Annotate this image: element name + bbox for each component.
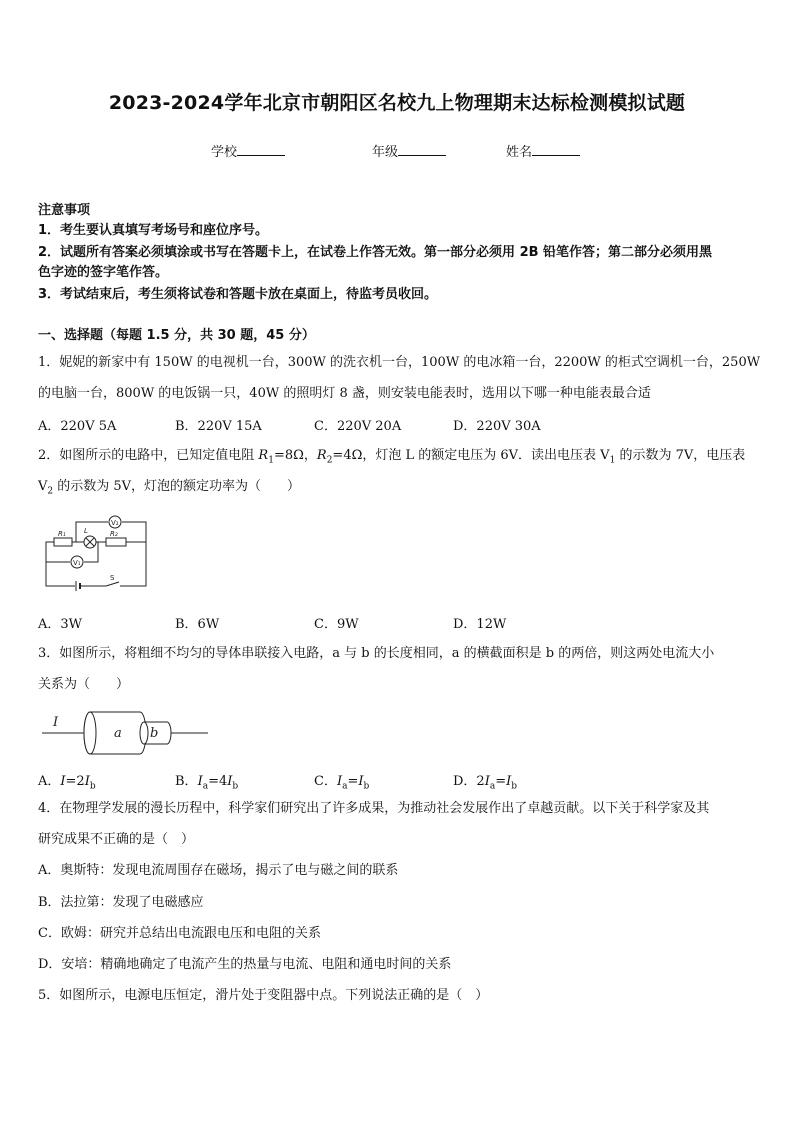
q1-option-d[interactable]: D．220V 30A: [453, 419, 541, 434]
q3-b-sub2: b: [232, 781, 239, 792]
q3-d-sub1: a: [489, 781, 496, 792]
notice-item-2-cont: 色字迹的签字笔作答。: [38, 265, 169, 280]
q2-outer-wire: [46, 542, 146, 586]
q4-option-a[interactable]: A．奥斯特：发现电流周围存在磁场，揭示了电与磁之间的联系: [38, 863, 399, 878]
q3-option-b[interactable]: [175, 770, 238, 792]
q4-option-d[interactable]: D．安培：精确地确定了电流产生的热量与电流、电阻和通电时间的关系: [38, 957, 452, 972]
exam-title: 2023-2024学年北京市朝阳区名校九上物理期末达标检测模拟试题: [108, 92, 686, 114]
q4-option-b[interactable]: B．法拉第：发现了电磁感应: [38, 895, 204, 910]
q2-circuit-diagram: [40, 508, 155, 596]
name-label: 姓名: [506, 145, 533, 160]
q2-text-5: 的示数为 5V，灯泡的额定功率为（ ）: [53, 479, 301, 494]
q3-c-sub1: a: [342, 781, 348, 792]
q3-c-sub2: b: [363, 781, 370, 792]
q2-r2-symbol: R: [316, 448, 327, 463]
grade-label: 年级: [372, 145, 399, 160]
q2-option-d[interactable]: D．12W: [453, 617, 507, 632]
q3-b-var2: I: [227, 774, 233, 789]
q3-segment-a-face: [84, 712, 96, 754]
q4-line2: 研究成果不正确的是（ ）: [38, 832, 195, 847]
q3-segment-b-face: [140, 722, 148, 744]
q3-label-b: b: [150, 726, 159, 741]
q3-b-sub1: a: [202, 781, 209, 792]
q2-line1: [38, 447, 745, 470]
q2-r2-sub: 2: [326, 455, 333, 466]
notice-item-2: 2．试题所有答案必须填涂或书写在答题卡上，在试卷上作答无效。第一部分必须用 2B 铅笔作答；第二部分必须用黑: [38, 245, 713, 260]
q3-line2: 关系为（ ）: [38, 677, 130, 692]
q1-option-c[interactable]: C．220V 20A: [314, 419, 402, 434]
q1-line2: 的电脑一台，800W 的电饭锅一只，40W 的照明灯 8 盏，则安装电能表时，选用以下哪一种电能表最合适: [38, 386, 651, 401]
q2-text-2: =8Ω，: [273, 448, 317, 463]
q2-option-c[interactable]: C．9W: [314, 617, 359, 632]
q2-v1-sub: 1: [609, 455, 616, 466]
grade-field[interactable]: [372, 141, 446, 160]
q2-text-4: 的示数为 7V，电压表: [615, 448, 746, 463]
q3-b-var1: I: [197, 774, 203, 789]
q2-label-v2: V₂: [111, 519, 119, 527]
q2-text-3: =4Ω，灯泡 L 的额定电压为 6V．读出电压表 V: [332, 448, 610, 463]
q1-option-b[interactable]: B．220V 15A: [175, 419, 262, 434]
grade-blank[interactable]: [398, 143, 446, 156]
notice-item-3: 3．考试结束后，考生须将试卷和答题卡放在桌面上，待监考员收回。: [38, 287, 438, 302]
notice-heading: 注意事项: [38, 203, 91, 218]
school-field[interactable]: [211, 141, 285, 160]
q3-a-sub2: b: [89, 781, 96, 792]
q3-a-var2: I: [84, 774, 90, 789]
q3-b-prefix: B．: [175, 774, 198, 789]
q3-label-current: I: [53, 715, 59, 730]
q3-line1: 3．如图所示，将粗细不均匀的导体串联接入电路，a 与 b 的长度相同，a 的横截面积是 b 的两倍，则这两处电流大小: [38, 646, 715, 661]
q2-line2: [38, 478, 300, 501]
name-field[interactable]: [506, 141, 580, 160]
q3-c-mid: =: [347, 774, 359, 789]
q2-option-b[interactable]: B．6W: [175, 617, 220, 632]
school-blank[interactable]: [237, 143, 285, 156]
q2-r1-sub: 1: [268, 455, 274, 466]
q2-label-v1: V₁: [73, 559, 81, 567]
q3-a-var1: I: [60, 774, 66, 789]
q1-option-a[interactable]: A．220V 5A: [38, 419, 117, 434]
q3-d-sub2: b: [511, 781, 518, 792]
q1-line1: 1．妮妮的新家中有 150W 的电视机一台，300W 的洗衣机一台，100W 的电冰箱一台，2200W 的柜式空调机一台，250W: [38, 355, 761, 370]
q3-d-var1: I: [484, 774, 490, 789]
q3-a-prefix: A．: [38, 774, 61, 789]
name-blank[interactable]: [532, 143, 580, 156]
q3-label-a: a: [114, 726, 122, 741]
q3-d-prefix: D．2: [453, 774, 485, 789]
section-heading: 一、选择题（每题 1.5 分，共 30 题，45 分）: [38, 328, 315, 343]
q2-r1-symbol: R: [258, 448, 269, 463]
notice-item-1: 1．考生要认真填写考场号和座位序号。: [38, 223, 269, 238]
q3-c-var1: I: [336, 774, 343, 789]
q4-option-c[interactable]: C．欧姆：研究并总结出电流跟电压和电阻的关系: [38, 926, 321, 941]
q2-resistor-r1: [54, 538, 72, 546]
q2-text-1: 2．如图所示的电路中，已知定值电阻: [38, 448, 259, 463]
q3-b-mid: =4: [208, 774, 228, 789]
q3-option-c[interactable]: [314, 770, 369, 792]
q3-option-a[interactable]: [38, 770, 96, 792]
q3-c-prefix: C．: [314, 774, 337, 789]
q2-resistor-r2: [106, 538, 126, 546]
q2-label-switch: S: [110, 574, 115, 582]
school-label: 学校: [211, 145, 238, 160]
q3-conductor-diagram: [40, 706, 215, 758]
q3-option-d[interactable]: [453, 770, 517, 792]
q3-d-mid: =: [495, 774, 507, 789]
q3-d-var2: I: [506, 774, 512, 789]
q3-a-mid: =2: [65, 774, 85, 789]
q2-v2-sub: 2: [47, 486, 54, 497]
q2-label-lamp: L: [84, 527, 88, 535]
q3-c-var2: I: [358, 774, 364, 789]
q2-option-a[interactable]: A．3W: [38, 617, 83, 632]
q2-label-r1: R₁: [58, 530, 66, 538]
q4-line1: 4．在物理学发展的漫长历程中，科学家们研究出了许多成果，为推动社会发展作出了卓越贡献。以下关于科学家及其: [38, 801, 710, 816]
q5-line1: 5．如图所示，电源电压恒定，滑片处于变阻器中点。下列说法正确的是（ ）: [38, 988, 489, 1003]
q2-label-r2: R₂: [110, 530, 118, 538]
q2-v2-symbol: V: [38, 479, 48, 494]
